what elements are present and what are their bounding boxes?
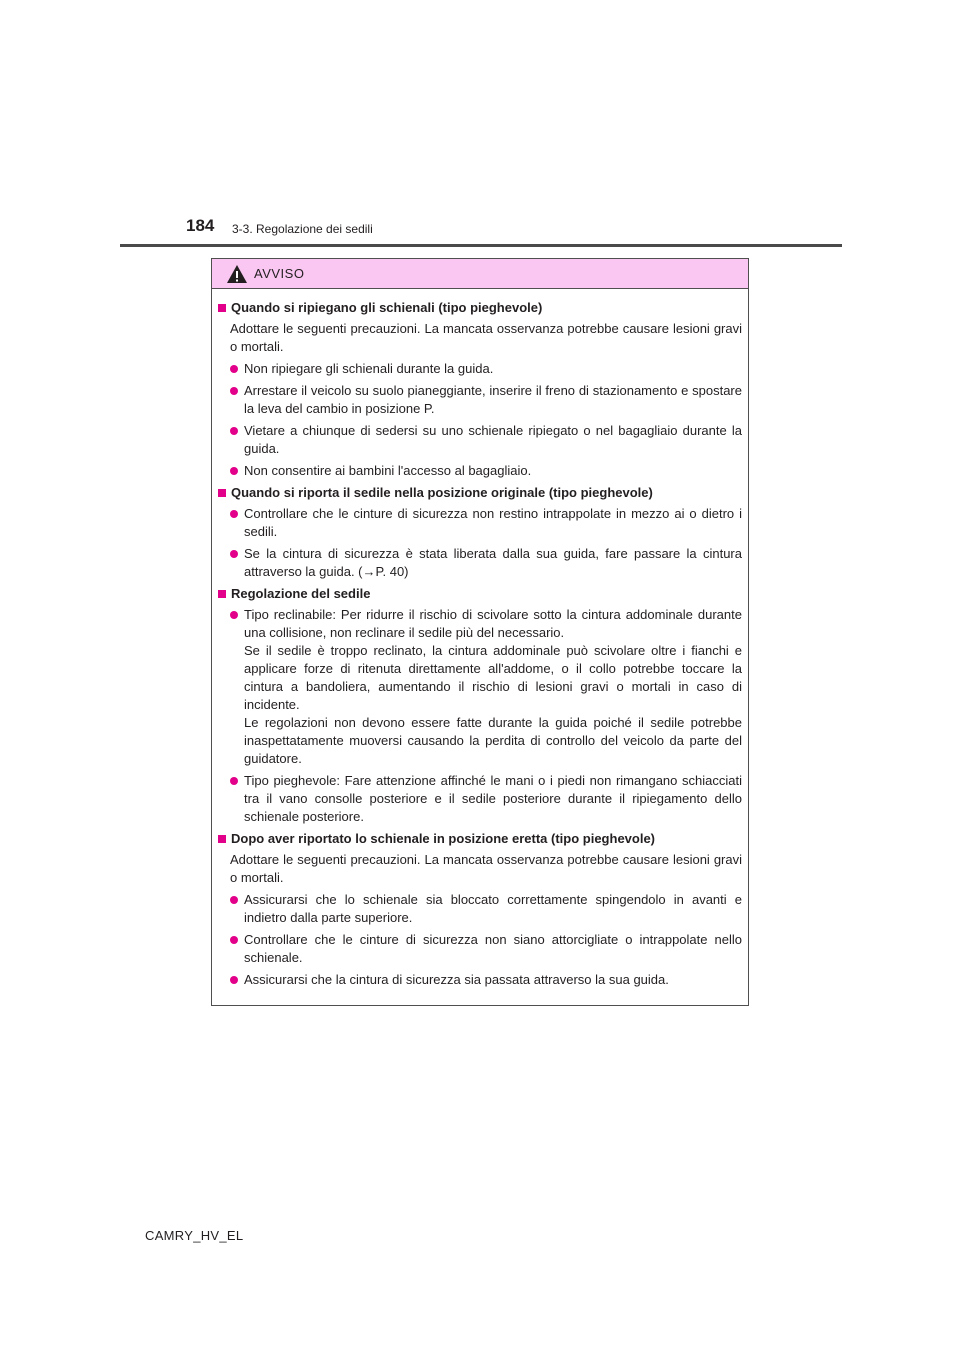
page-number: 184 [186,216,215,235]
circle-bullet-icon [230,777,238,785]
bullet-item [230,606,742,768]
bullet-paragraph: Tipo pieghevole: Fare attenzione affinché le mani o i piedi non rimangano schiacciati tra il vano consolle posteriore e il sedile posteriore durante il ripiegamento dello schienale posteriore. [244,773,742,824]
section-intro: Adottare le seguenti precauzioni. La mancata osservanza potrebbe causare lesioni gravi o mortali. [230,852,742,885]
square-bullet-icon [218,590,226,598]
bullet-paragraph: Assicurarsi che la cintura di sicurezza sia passata attraverso la sua guida. [244,972,669,987]
section-heading-text: Quando si riporta il sedile nella posizione originale (tipo pieghevole) [231,485,653,500]
warning-title: AVVISO [254,266,305,281]
bullet-text [244,891,742,927]
circle-bullet-icon [230,387,238,395]
section-heading [218,830,742,848]
bullet-text [244,971,742,989]
circle-bullet-icon [230,550,238,558]
bullet-paragraph: Se il sedile è troppo reclinato, la cintura addominale può scivolare oltre i fianchi e applicare forze di ritenuta direttamente all'addome, o il collo potrebbe toccare la cintura a bandoliera, aumentando il rischio di lesioni gravi o mortali in caso di incidente. [244,643,742,712]
bullet-paragraph: Non ripiegare gli schienali durante la guida. [244,361,494,376]
section-heading-text: Regolazione del sedile [231,586,371,601]
bullet-item [230,891,742,927]
warning-section [218,299,742,480]
bullet-text [244,606,742,768]
bullet-paragraph: Controllare che le cinture di sicurezza non siano attorcigliate o intrappolate nello schienale. [244,932,742,965]
section-heading-text: Quando si ripiegano gli schienali (tipo pieghevole) [231,300,543,315]
section-heading-text: Dopo aver riportato lo schienale in posizione eretta (tipo pieghevole) [231,831,656,846]
warning-triangle-icon [226,264,248,284]
bullet-item [230,505,742,541]
circle-bullet-icon [230,365,238,373]
bullet-text [244,382,742,418]
bullet-paragraph: Controllare che le cinture di sicurezza non restino intrappolate in mezzo ai o dietro i sedili. [244,506,742,539]
bullet-text [244,772,742,826]
bullet-paragraph: Vietare a chiunque di sedersi su uno schienale ripiegato o nel bagagliaio durante la guida. [244,423,742,456]
bullet-text [244,462,742,480]
bullet-item [230,422,742,458]
bullet-text [244,422,742,458]
bullet-paragraph: Se la cintura di sicurezza è stata liberata dalla sua guida, fare passare la cintura attraverso la guida. (→P. 40) [244,546,742,579]
bullet-text [244,360,742,378]
bullet-item [230,545,742,581]
warning-section [218,830,742,989]
section-heading [218,585,742,603]
square-bullet-icon [218,489,226,497]
bullet-item [230,462,742,480]
bullet-text [244,505,742,541]
circle-bullet-icon [230,467,238,475]
warning-section [218,484,742,581]
footer-document-code: CAMRY_HV_EL [145,1228,244,1243]
circle-bullet-icon [230,936,238,944]
bullet-paragraph: Tipo reclinabile: Per ridurre il rischio di scivolare sotto la cintura addominale durante una collisione, non reclinare il sedile più del necessario. [244,607,742,640]
bullet-paragraph: Assicurarsi che lo schienale sia bloccato correttamente spingendolo in avanti e indietro dalla parte superiore. [244,892,742,925]
header-rule [120,244,842,247]
bullet-item [230,931,742,967]
bullet-item [230,360,742,378]
circle-bullet-icon [230,427,238,435]
bullet-paragraph: Arrestare il veicolo su suolo pianeggiante, inserire il freno di stazionamento e spostare la leva del cambio in posizione P. [244,383,742,416]
bullet-paragraph: Non consentire ai bambini l'accesso al bagagliaio. [244,463,532,478]
circle-bullet-icon [230,896,238,904]
circle-bullet-icon [230,976,238,984]
bullet-text [244,931,742,967]
section-heading [218,484,742,502]
page-header [0,0,960,250]
warning-header [212,259,748,289]
square-bullet-icon [218,835,226,843]
bullet-paragraph: Le regolazioni non devono essere fatte durante la guida poiché il sedile potrebbe inaspettatamente muoversi causando la perdita di controllo del veicolo da parte del guidatore. [244,715,742,766]
section-title: 3-3. Regolazione dei sedili [232,222,373,236]
bullet-item [230,382,742,418]
warning-body [212,289,748,989]
circle-bullet-icon [230,510,238,518]
section-intro: Adottare le seguenti precauzioni. La mancata osservanza potrebbe causare lesioni gravi o mortali. [230,321,742,354]
square-bullet-icon [218,304,226,312]
circle-bullet-icon [230,611,238,619]
bullet-item [230,971,742,989]
bullet-text [244,545,742,581]
bullet-item [230,772,742,826]
warning-section [218,585,742,826]
section-heading [218,299,742,317]
warning-box [211,258,749,1006]
